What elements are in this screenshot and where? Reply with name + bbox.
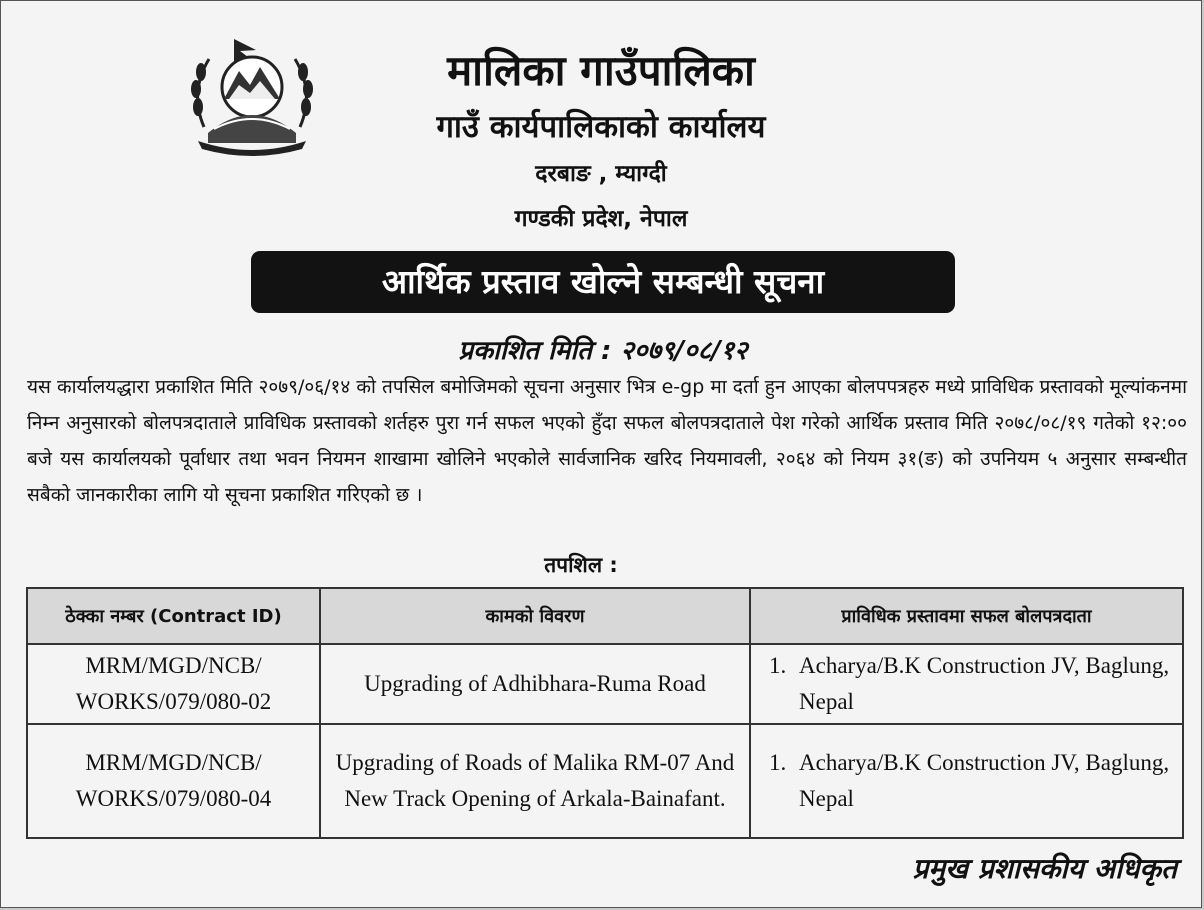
bidder-number: 1.: [769, 750, 787, 775]
bidder-number: 1.: [769, 653, 787, 678]
contract-table: [26, 587, 1184, 839]
header-work-description: कामको विवरण: [320, 588, 750, 644]
schedule-label: तपशिल :: [544, 553, 618, 577]
contract-id-cell: MRM/MGD/NCB/ WORKS/079/080-04: [27, 724, 320, 838]
bidder-name: Acharya/B.K Construction JV, Baglung, Nepal: [799, 653, 1170, 714]
office-location: दरबाङ , म्याग्दी: [535, 161, 667, 187]
description-cell: Upgrading of Roads of Malika RM-07 And New Track Opening of Arkala-Bainafant.: [320, 724, 750, 838]
bidder-cell: [750, 644, 1183, 724]
municipality-name: मालिका गाउँपालिका: [447, 46, 755, 95]
bidder-cell: [750, 724, 1183, 838]
table-row: [27, 644, 1183, 724]
table-row: [27, 724, 1183, 838]
table-header-row: [27, 588, 1183, 644]
notice-title-banner: आर्थिक प्रस्ताव खोल्ने सम्बन्धी सूचना: [251, 251, 955, 313]
header-successful-bidder: प्राविधिक प्रस्तावमा सफल बोलपत्रदाता: [750, 588, 1183, 644]
published-date: प्रकाशित मिति : २०७९/०८/१२: [458, 336, 748, 366]
header-contract-id: ठेक्का नम्बर (Contract ID): [27, 588, 320, 644]
bidder-name: Acharya/B.K Construction JV, Baglung, Nepal: [799, 750, 1170, 811]
notice-body: यस कार्यालयद्धारा प्रकाशित मिति २०७९/०६/१४ को तपसिल बमोजिमको सूचना अनुसार भित्र e-gp मा दर्ता हुन आएका बोलपपत्रहरु मध्ये प्राविधिक प्रस्तावको मूल्यांकनमा निम्न अनुसारको बोलपत्रदाताले प्राविधिक प्रस्तावको शर्तहरु पुरा गर्न सफल भएको हुँदा सफल बोलपत्रदाताले पेश गरेको आर्थिक प्रस्ताव मिति २०७८/०८/१९ गतेको १२:०० बजे यस कार्यालयको पूर्वाधार तथा भवन नियमन शाखामा खोलिने भएकोले सार्वजानिक खरिद नियमावली, २०६४ को नियम ३१(ङ) को उपनियम ५ अनुसार सम्बन्धीत सबैको जानकारीका लागि यो सूचना प्रकाशित गरिएको छ ।: [27, 376, 1187, 506]
description-cell: Upgrading of Adhibhara-Ruma Road: [320, 644, 750, 724]
office-name: गाउँ कार्यपालिकाको कार्यालय: [436, 109, 766, 145]
contract-id-cell: MRM/MGD/NCB/ WORKS/079/080-02: [27, 644, 320, 724]
province-country: गण्डकी प्रदेश, नेपाल: [514, 206, 688, 232]
signatory-title: प्रमुख प्रशासकीय अधिकृत: [912, 852, 1177, 885]
